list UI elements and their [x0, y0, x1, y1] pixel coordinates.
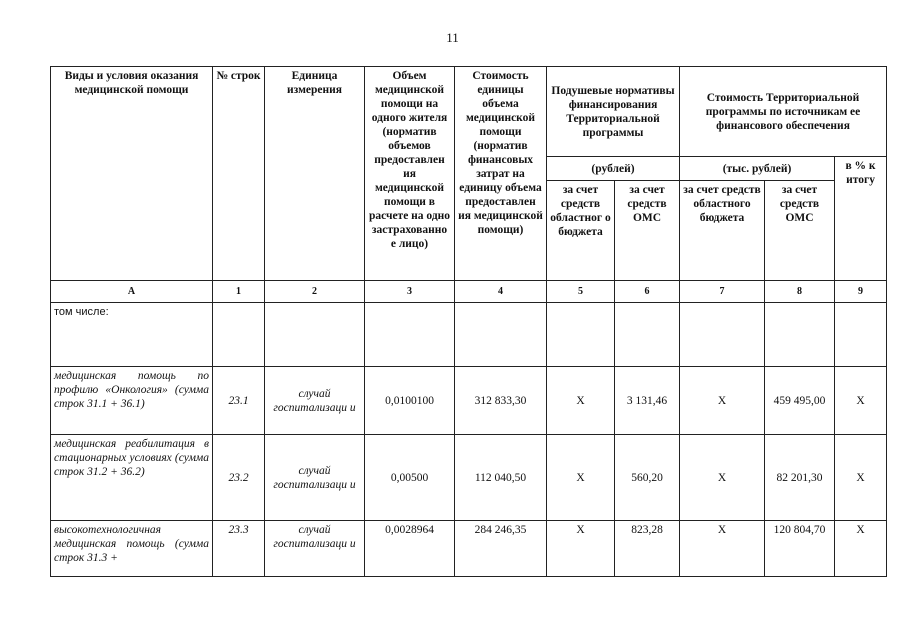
row-c5: [547, 303, 615, 367]
header-col-6: за счет средств ОМС: [615, 181, 680, 281]
row-c8: [765, 303, 835, 367]
row-cost: [455, 303, 547, 367]
row-label: медицинская реабилитация в стационарных условиях (сумма строк 31.2 + 36.2): [51, 435, 213, 521]
row-c7: Х: [680, 521, 765, 577]
row-line: 23.3: [213, 521, 265, 577]
header-norms-unit: (рублей): [547, 157, 680, 181]
row-cost: 312 833,30: [455, 367, 547, 435]
row-unit: случай госпитализаци и: [265, 367, 365, 435]
index-cell: 2: [265, 281, 365, 303]
index-row: [51, 281, 887, 303]
row-label: высокотехнологичная медицинская помощь (сумма строк 31.3 +: [51, 521, 213, 577]
row-c6: 3 131,46: [615, 367, 680, 435]
row-volume: 0,00500: [365, 435, 455, 521]
row-volume: [365, 303, 455, 367]
header-group-norms: Подушевые нормативы финансирования Территориальной программы: [547, 67, 680, 157]
table-row: [51, 521, 887, 577]
index-cell: 7: [680, 281, 765, 303]
header-col-4: Стоимость единицы объема медицинской помощи (норматив финансовых затрат на единицу объема предоставлен ия медицинской помощи): [455, 67, 547, 281]
header-col-1: № строк: [213, 67, 265, 281]
row-line: 23.1: [213, 367, 265, 435]
header-col-2: Единица измерения: [265, 67, 365, 281]
index-cell: 9: [835, 281, 887, 303]
index-cell: 8: [765, 281, 835, 303]
index-cell: 4: [455, 281, 547, 303]
row-c8: 459 495,00: [765, 367, 835, 435]
row-c7: [680, 303, 765, 367]
row-c7: Х: [680, 367, 765, 435]
row-c7: Х: [680, 435, 765, 521]
table-row: [51, 367, 887, 435]
row-c9: [835, 303, 887, 367]
row-c9: Х: [835, 521, 887, 577]
header-cost-unit: (тыс. рублей): [680, 157, 835, 181]
financing-table: [50, 66, 887, 577]
index-cell: 6: [615, 281, 680, 303]
row-unit: случай госпитализаци и: [265, 435, 365, 521]
page-number: 11: [446, 30, 459, 45]
index-cell: 5: [547, 281, 615, 303]
header-col-8: за счет средств ОМС: [765, 181, 835, 281]
row-c8: 120 804,70: [765, 521, 835, 577]
header-col-7: за счет средств областного бюджета: [680, 181, 765, 281]
header-col-3: Объем медицинской помощи на одного жителя (норматив объемов предоставлен ия медицинской помощи в расчете на одно застрахованно е лицо): [365, 67, 455, 281]
row-c9: Х: [835, 435, 887, 521]
row-label: медицинская помощь по профилю «Онкология» (сумма строк 31.1 + 36.1): [51, 367, 213, 435]
row-unit: случай госпитализаци и: [265, 521, 365, 577]
row-volume: 0,0100100: [365, 367, 455, 435]
index-cell: 3: [365, 281, 455, 303]
row-volume: 0,0028964: [365, 521, 455, 577]
row-c5: Х: [547, 435, 615, 521]
row-line: 23.2: [213, 435, 265, 521]
header-col-a: Виды и условия оказания медицинской помощи: [51, 67, 213, 281]
row-c5: Х: [547, 367, 615, 435]
table-row: [51, 435, 887, 521]
index-cell: 1: [213, 281, 265, 303]
row-line: [213, 303, 265, 367]
header-row-1: [51, 67, 887, 157]
row-unit: [265, 303, 365, 367]
row-cost: 284 246,35: [455, 521, 547, 577]
row-c8: 82 201,30: [765, 435, 835, 521]
row-c9: Х: [835, 367, 887, 435]
header-col-5: за счет средств областног о бюджета: [547, 181, 615, 281]
row-label: том числе:: [51, 303, 213, 367]
row-cost: 112 040,50: [455, 435, 547, 521]
row-c6: 560,20: [615, 435, 680, 521]
row-c6: 823,28: [615, 521, 680, 577]
header-group-cost: Стоимость Территориальной программы по источникам ее финансового обеспечения: [680, 67, 887, 157]
table-row: [51, 303, 887, 367]
row-c5: Х: [547, 521, 615, 577]
header-col-9: в % к итогу: [835, 157, 887, 281]
row-c6: [615, 303, 680, 367]
index-cell: А: [51, 281, 213, 303]
